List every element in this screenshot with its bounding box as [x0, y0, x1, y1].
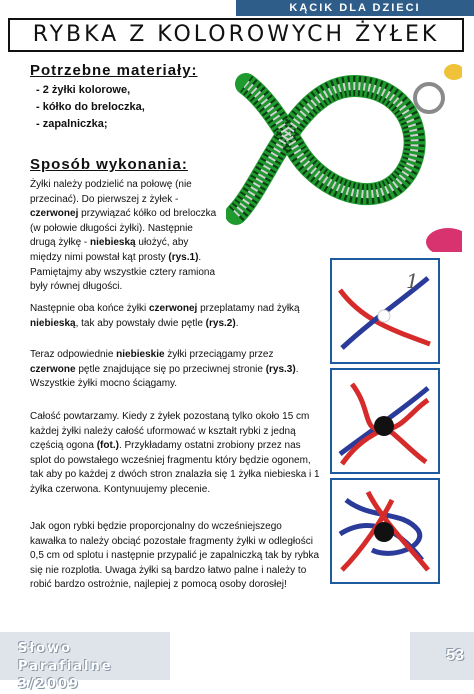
footer-magazine — [0, 632, 170, 692]
materials-item: - 2 żyłki kolorowe, — [36, 84, 131, 96]
title-box — [8, 18, 464, 52]
fish-photo — [226, 64, 462, 252]
magazine-name: Słowo Parafialne — [18, 641, 113, 674]
paragraph-3: Teraz odpowiednie niebieskie żyłki przeciągamy przez czerwone pętle znajdujące się po przeciwnej stronie (rys.3). Wszystkie żyłki mocno ściągamy. — [30, 349, 299, 390]
issue-number: 3/2009 — [18, 677, 80, 692]
diagram-2 — [330, 368, 440, 474]
paragraph-2: Następnie oba końce żyłki czerwonej przeplatamy nad żyłką niebieską, tak aby powstały dwie pętle (rys.2). — [30, 303, 300, 329]
footer-page — [410, 632, 474, 680]
materials-heading: Potrzebne materiały: — [30, 62, 198, 79]
section-tab-label: KĄCIK DLA DZIECI — [289, 2, 421, 14]
materials-item: - kółko do breloczka, — [36, 101, 145, 113]
materials-item: - zapalniczka; — [36, 118, 108, 130]
diagram-1 — [330, 258, 440, 364]
diagram-number: 2 — [376, 394, 388, 415]
page-title: RYBKA Z KOLOROWYCH ŻYŁEK — [32, 22, 440, 47]
diagram-number: 1 — [406, 269, 419, 293]
paragraph-1: Żyłki należy podzielić na połowę (nie przecinać). Do pierwszej z żyłek - czerwonej przywiązać kółko od breloczka (w połowie długości żyłki). Następnie drugą żyłkę - niebieską ułożyć, aby między nimi powstał kąt prosty (rys.1). Pamiętajmy aby wszystkie cztery ramiona były równej długości. — [30, 179, 217, 293]
diagram-3 — [330, 478, 440, 584]
materials-list — [36, 82, 145, 133]
paragraph-4: Całość powtarzamy. Kiedy z żyłek pozostaną tylko około 15 cm każdej żyłki należy całość uformować w kształt rybki z jedną częścią ogona (fot.). Przykładamy ostatni zrobiony przez nas splot do powstałego wcześniej fragmentu który będzie ogonem, tak aby po każdej z dwóch stron znalazła się 1 żyłka niebieska i 1 żyłka czerwona. Kontynuujemy plecenie. — [30, 411, 320, 495]
page-number: 53 — [446, 647, 464, 664]
paragraph-5: Jak ogon rybki będzie proporcjonalny do wcześniejszego kawałka to należy obciąć pozostałe fragmenty żyłki w odległości 0,5 cm od splotu i następnie przypalić je zapalniczką tak by rybka się nie rozplotła. Uwaga żyłki są bardzo łatwo palne i należy to robić bardzo ostrożnie, najlepiej z pomocą osoby dorosłej! — [30, 521, 320, 591]
method-heading: Sposób wykonania: — [30, 156, 188, 173]
section-tab — [236, 0, 474, 16]
diagram-number: 3 — [412, 486, 424, 507]
